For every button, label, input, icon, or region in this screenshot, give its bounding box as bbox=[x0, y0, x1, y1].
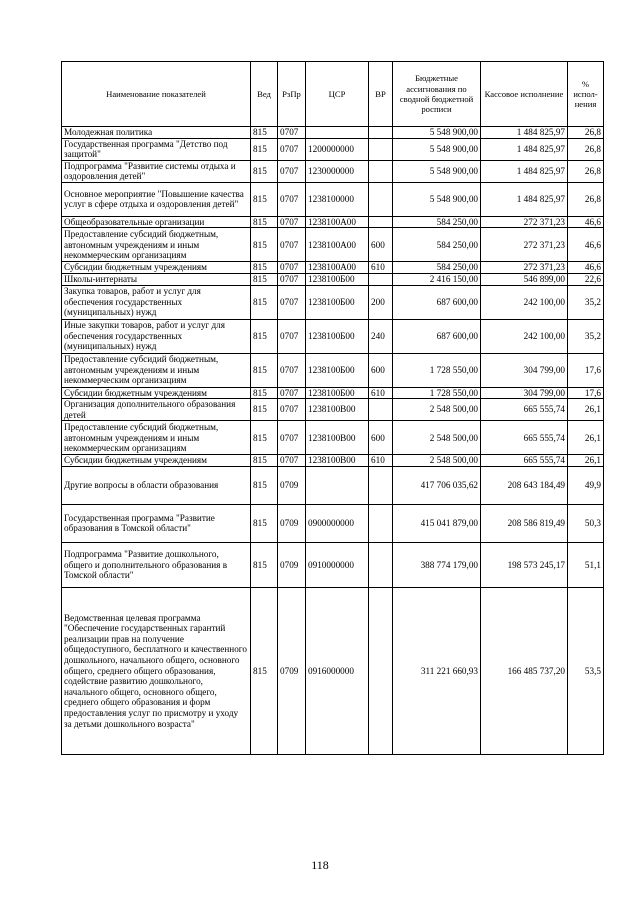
cell-exec: 665 555,74 bbox=[481, 421, 568, 455]
cell-exec: 665 555,74 bbox=[481, 399, 568, 421]
table-row bbox=[62, 160, 604, 182]
cell-vr: 600 bbox=[369, 421, 393, 455]
cell-vr bbox=[369, 399, 393, 421]
cell-pct: 35,2 bbox=[568, 285, 604, 319]
cell-rzpr: 0707 bbox=[278, 399, 306, 421]
cell-ved: 815 bbox=[251, 455, 278, 467]
cell-ved: 815 bbox=[251, 138, 278, 160]
table-row bbox=[62, 504, 604, 542]
cell-rzpr: 0709 bbox=[278, 542, 306, 587]
cell-name: Государственная программа "Детство под защитой" bbox=[62, 138, 251, 160]
cell-exec: 272 371,23 bbox=[481, 216, 568, 228]
cell-name: Предоставление субсидий бюджетным, автономным учреждениям и иным некоммерческим организациям bbox=[62, 421, 251, 455]
cell-rzpr: 0707 bbox=[278, 455, 306, 467]
cell-exec: 208 586 819,49 bbox=[481, 504, 568, 542]
cell-csr: 1238100Б00 bbox=[306, 285, 369, 319]
cell-csr: 1200000000 bbox=[306, 138, 369, 160]
cell-pct: 46,6 bbox=[568, 216, 604, 228]
cell-vr bbox=[369, 160, 393, 182]
cell-pct: 49,9 bbox=[568, 466, 604, 504]
cell-exec: 208 643 184,49 bbox=[481, 466, 568, 504]
cell-csr: 1230000000 bbox=[306, 160, 369, 182]
cell-ved: 815 bbox=[251, 160, 278, 182]
cell-plan: 687 600,00 bbox=[393, 319, 481, 353]
cell-csr: 1238100А00 bbox=[306, 228, 369, 262]
cell-exec: 272 371,23 bbox=[481, 228, 568, 262]
table-row bbox=[62, 542, 604, 587]
header-pct: % испол-нения bbox=[568, 62, 604, 127]
cell-vr: 240 bbox=[369, 319, 393, 353]
cell-name: Организация дополнительного образования детей bbox=[62, 399, 251, 421]
cell-pct: 46,6 bbox=[568, 262, 604, 274]
cell-vr bbox=[369, 127, 393, 139]
cell-pct: 50,3 bbox=[568, 504, 604, 542]
table-header-row bbox=[62, 62, 604, 127]
cell-rzpr: 0709 bbox=[278, 466, 306, 504]
table-row bbox=[62, 399, 604, 421]
cell-pct: 46,6 bbox=[568, 228, 604, 262]
cell-ved: 815 bbox=[251, 399, 278, 421]
page-number: 118 bbox=[311, 858, 329, 872]
cell-ved: 815 bbox=[251, 387, 278, 399]
cell-name: Подпрограмма "Развитие дошкольного, общего и дополнительного образования в Томской области" bbox=[62, 542, 251, 587]
cell-name: Другие вопросы в области образования bbox=[62, 466, 251, 504]
table-row bbox=[62, 319, 604, 353]
cell-ved: 815 bbox=[251, 182, 278, 216]
cell-pct: 26,8 bbox=[568, 182, 604, 216]
cell-csr: 1238100Б00 bbox=[306, 319, 369, 353]
table-body bbox=[62, 127, 604, 755]
cell-csr: 1238100В00 bbox=[306, 421, 369, 455]
cell-rzpr: 0707 bbox=[278, 262, 306, 274]
table-row bbox=[62, 228, 604, 262]
cell-name: Основное мероприятие "Повышение качества услуг в сфере отдыха и оздоровления детей" bbox=[62, 182, 251, 216]
cell-rzpr: 0707 bbox=[278, 387, 306, 399]
table-row bbox=[62, 421, 604, 455]
cell-vr bbox=[369, 504, 393, 542]
cell-csr: 1238100Б00 bbox=[306, 274, 369, 286]
cell-csr bbox=[306, 466, 369, 504]
cell-plan: 1 728 550,00 bbox=[393, 387, 481, 399]
cell-exec: 546 899,00 bbox=[481, 274, 568, 286]
cell-rzpr: 0707 bbox=[278, 160, 306, 182]
cell-pct: 26,1 bbox=[568, 455, 604, 467]
cell-csr: 1238100Б00 bbox=[306, 387, 369, 399]
cell-ved: 815 bbox=[251, 542, 278, 587]
cell-ved: 815 bbox=[251, 466, 278, 504]
cell-exec: 304 799,00 bbox=[481, 353, 568, 387]
cell-vr bbox=[369, 138, 393, 160]
cell-name: Субсидии бюджетным учреждениям bbox=[62, 455, 251, 467]
cell-pct: 17,6 bbox=[568, 353, 604, 387]
table-row bbox=[62, 127, 604, 139]
header-name: Наименование показателей bbox=[62, 62, 251, 127]
cell-exec: 665 555,74 bbox=[481, 455, 568, 467]
header-rzpr: РзПр bbox=[278, 62, 306, 127]
cell-ved: 815 bbox=[251, 274, 278, 286]
cell-exec: 272 371,23 bbox=[481, 262, 568, 274]
cell-name: Предоставление субсидий бюджетным, автономным учреждениям и иным некоммерческим организациям bbox=[62, 228, 251, 262]
cell-exec: 1 484 825,97 bbox=[481, 127, 568, 139]
cell-rzpr: 0707 bbox=[278, 138, 306, 160]
cell-name: Подпрограмма "Развитие системы отдыха и оздоровления детей" bbox=[62, 160, 251, 182]
table-row bbox=[62, 466, 604, 504]
table-row bbox=[62, 216, 604, 228]
cell-rzpr: 0709 bbox=[278, 504, 306, 542]
cell-vr: 610 bbox=[369, 387, 393, 399]
header-csr: ЦСР bbox=[306, 62, 369, 127]
cell-plan: 1 728 550,00 bbox=[393, 353, 481, 387]
cell-ved: 815 bbox=[251, 285, 278, 319]
table-row bbox=[62, 587, 604, 754]
cell-rzpr: 0707 bbox=[278, 353, 306, 387]
cell-vr bbox=[369, 466, 393, 504]
cell-exec: 1 484 825,97 bbox=[481, 138, 568, 160]
cell-rzpr: 0709 bbox=[278, 587, 306, 754]
cell-vr bbox=[369, 274, 393, 286]
cell-plan: 2 416 150,00 bbox=[393, 274, 481, 286]
cell-plan: 2 548 500,00 bbox=[393, 399, 481, 421]
cell-pct: 26,1 bbox=[568, 399, 604, 421]
cell-name: Субсидии бюджетным учреждениям bbox=[62, 262, 251, 274]
table-row bbox=[62, 285, 604, 319]
cell-exec: 1 484 825,97 bbox=[481, 182, 568, 216]
cell-ved: 815 bbox=[251, 421, 278, 455]
cell-pct: 26,8 bbox=[568, 160, 604, 182]
header-ved: Вед bbox=[251, 62, 278, 127]
cell-csr: 1238100А00 bbox=[306, 216, 369, 228]
cell-vr: 200 bbox=[369, 285, 393, 319]
cell-name: Ведомственная целевая программа "Обеспечение государственных гарантий реализации прав на получение общедоступного, бесплатного и качественного дошкольного, начального общего, основного общего, среднего общего образования, содействие развитию дошкольного, начального общего, основного общего, среднего общего образования и форм предоставления услуг по присмотру и уходу за детьми дошкольного возраста" bbox=[62, 587, 251, 754]
cell-vr: 610 bbox=[369, 262, 393, 274]
cell-csr: 0910000000 bbox=[306, 542, 369, 587]
cell-csr bbox=[306, 127, 369, 139]
table-row bbox=[62, 455, 604, 467]
cell-exec: 1 484 825,97 bbox=[481, 160, 568, 182]
cell-name: Школы-интернаты bbox=[62, 274, 251, 286]
table-row bbox=[62, 387, 604, 399]
cell-plan: 388 774 179,00 bbox=[393, 542, 481, 587]
cell-name: Государственная программа "Развитие образования в Томской области" bbox=[62, 504, 251, 542]
cell-name: Иные закупки товаров, работ и услуг для обеспечения государственных (муниципальных) нужд bbox=[62, 319, 251, 353]
cell-csr: 0900000000 bbox=[306, 504, 369, 542]
cell-exec: 304 799,00 bbox=[481, 387, 568, 399]
cell-plan: 311 221 660,93 bbox=[393, 587, 481, 754]
cell-vr: 600 bbox=[369, 353, 393, 387]
cell-exec: 242 100,00 bbox=[481, 319, 568, 353]
cell-rzpr: 0707 bbox=[278, 216, 306, 228]
cell-plan: 417 706 035,62 bbox=[393, 466, 481, 504]
table-row bbox=[62, 353, 604, 387]
header-vr: ВР bbox=[369, 62, 393, 127]
table-row bbox=[62, 138, 604, 160]
cell-rzpr: 0707 bbox=[278, 274, 306, 286]
cell-plan: 2 548 500,00 bbox=[393, 421, 481, 455]
cell-csr: 1238100А00 bbox=[306, 262, 369, 274]
cell-plan: 584 250,00 bbox=[393, 262, 481, 274]
cell-pct: 26,8 bbox=[568, 127, 604, 139]
cell-pct: 26,8 bbox=[568, 138, 604, 160]
cell-pct: 22,6 bbox=[568, 274, 604, 286]
cell-csr: 0916000000 bbox=[306, 587, 369, 754]
cell-exec: 242 100,00 bbox=[481, 285, 568, 319]
header-exec: Кассовое исполнение bbox=[481, 62, 568, 127]
cell-name: Субсидии бюджетным учреждениям bbox=[62, 387, 251, 399]
cell-rzpr: 0707 bbox=[278, 182, 306, 216]
cell-pct: 35,2 bbox=[568, 319, 604, 353]
cell-ved: 815 bbox=[251, 504, 278, 542]
table-row bbox=[62, 182, 604, 216]
table-row bbox=[62, 274, 604, 286]
cell-csr: 1238100000 bbox=[306, 182, 369, 216]
cell-name: Общеобразовательные организации bbox=[62, 216, 251, 228]
cell-name: Предоставление субсидий бюджетным, автономным учреждениям и иным некоммерческим организациям bbox=[62, 353, 251, 387]
cell-pct: 51,1 bbox=[568, 542, 604, 587]
cell-csr: 1238100Б00 bbox=[306, 353, 369, 387]
cell-rzpr: 0707 bbox=[278, 228, 306, 262]
table-row bbox=[62, 262, 604, 274]
cell-ved: 815 bbox=[251, 587, 278, 754]
cell-pct: 26,1 bbox=[568, 421, 604, 455]
cell-name: Закупка товаров, работ и услуг для обеспечения государственных (муниципальных) нужд bbox=[62, 285, 251, 319]
cell-pct: 17,6 bbox=[568, 387, 604, 399]
cell-ved: 815 bbox=[251, 216, 278, 228]
cell-ved: 815 bbox=[251, 262, 278, 274]
cell-plan: 2 548 500,00 bbox=[393, 455, 481, 467]
cell-vr: 600 bbox=[369, 228, 393, 262]
cell-plan: 584 250,00 bbox=[393, 228, 481, 262]
cell-rzpr: 0707 bbox=[278, 421, 306, 455]
cell-csr: 1238100В00 bbox=[306, 455, 369, 467]
cell-plan: 415 041 879,00 bbox=[393, 504, 481, 542]
cell-plan: 5 548 900,00 bbox=[393, 160, 481, 182]
cell-vr bbox=[369, 542, 393, 587]
cell-plan: 5 548 900,00 bbox=[393, 138, 481, 160]
cell-vr bbox=[369, 182, 393, 216]
cell-vr bbox=[369, 587, 393, 754]
cell-rzpr: 0707 bbox=[278, 127, 306, 139]
cell-vr bbox=[369, 216, 393, 228]
cell-plan: 584 250,00 bbox=[393, 216, 481, 228]
cell-ved: 815 bbox=[251, 319, 278, 353]
header-plan: Бюджетные ассигнования по сводной бюджетной росписи bbox=[393, 62, 481, 127]
cell-exec: 166 485 737,20 bbox=[481, 587, 568, 754]
cell-ved: 815 bbox=[251, 353, 278, 387]
cell-name: Молодежная политика bbox=[62, 127, 251, 139]
cell-exec: 198 573 245,17 bbox=[481, 542, 568, 587]
cell-csr: 1238100В00 bbox=[306, 399, 369, 421]
cell-pct: 53,5 bbox=[568, 587, 604, 754]
budget-table bbox=[61, 61, 604, 755]
cell-rzpr: 0707 bbox=[278, 319, 306, 353]
cell-vr: 610 bbox=[369, 455, 393, 467]
cell-plan: 687 600,00 bbox=[393, 285, 481, 319]
cell-ved: 815 bbox=[251, 228, 278, 262]
cell-ved: 815 bbox=[251, 127, 278, 139]
cell-rzpr: 0707 bbox=[278, 285, 306, 319]
cell-plan: 5 548 900,00 bbox=[393, 127, 481, 139]
cell-plan: 5 548 900,00 bbox=[393, 182, 481, 216]
